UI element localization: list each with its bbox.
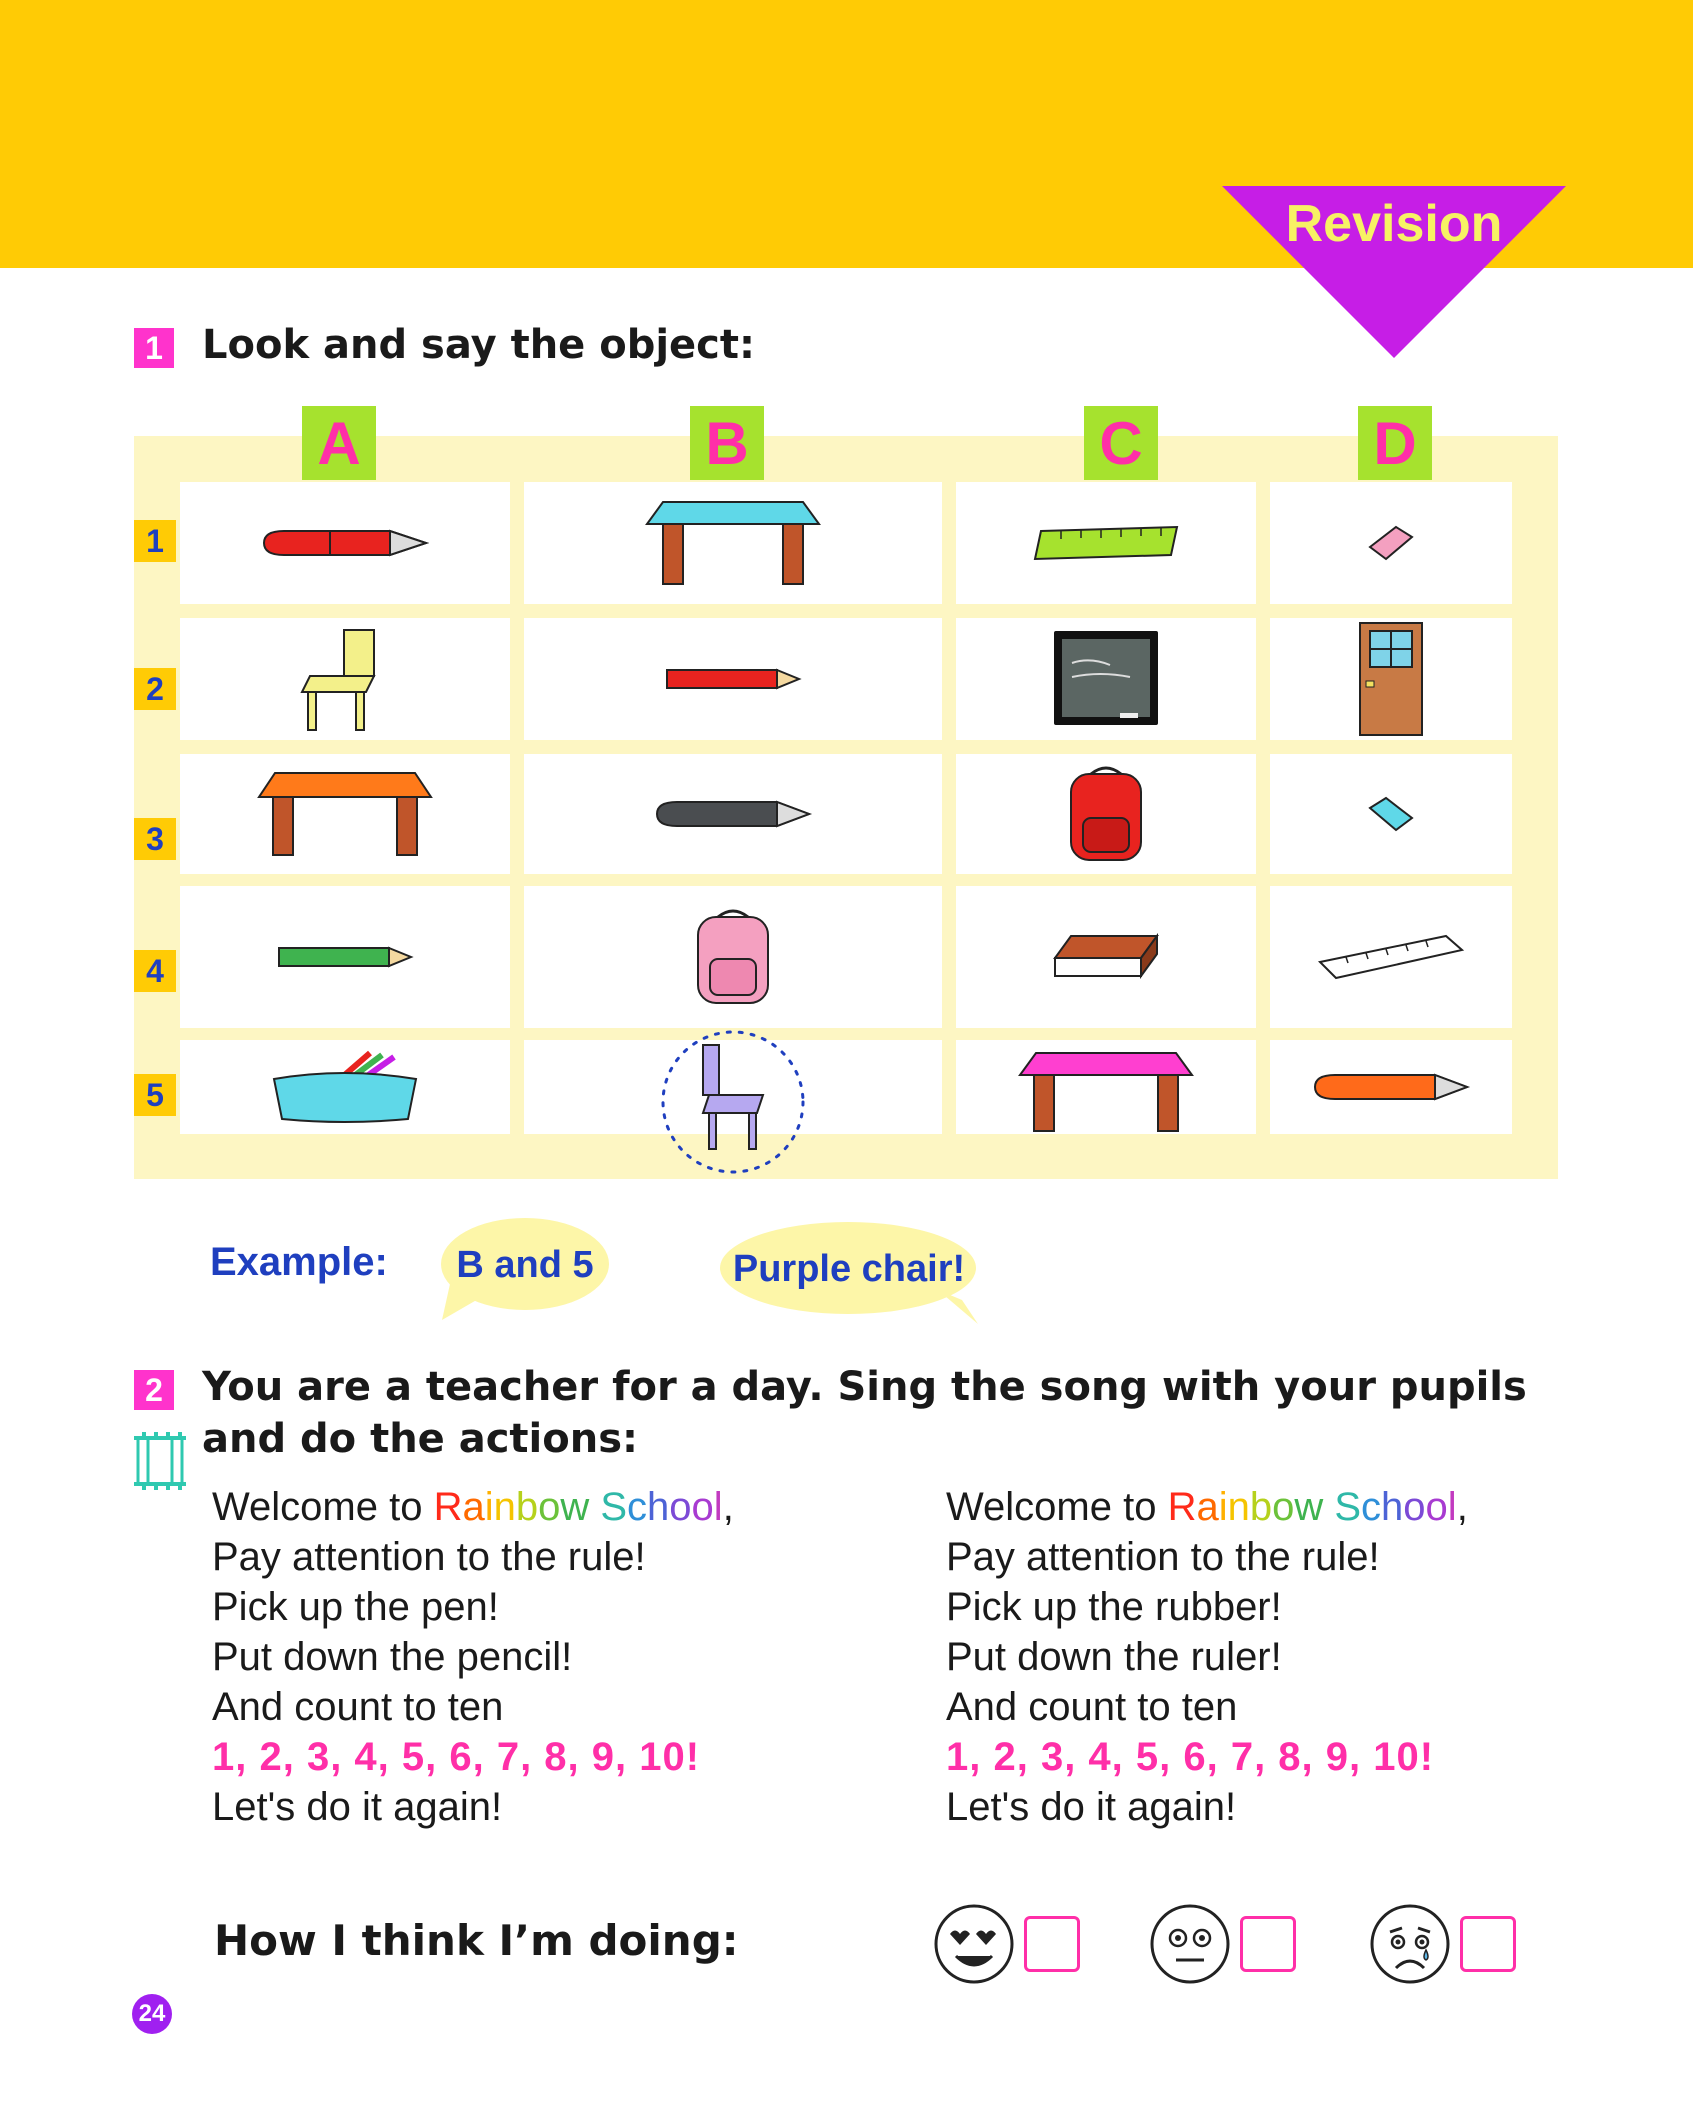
- grid-cell-a4[interactable]: [180, 886, 510, 1028]
- rainbow-letter: n: [1227, 1485, 1250, 1529]
- rainbow-letter: R: [1167, 1485, 1197, 1529]
- red-pencil-icon: [663, 664, 803, 694]
- rainbow-letter: h: [647, 1485, 670, 1529]
- rainbow-letter: o: [1272, 1485, 1295, 1529]
- example-label: Example:: [210, 1240, 388, 1284]
- blackboard-icon: [1050, 627, 1162, 731]
- grid-cell-b5[interactable]: [524, 1040, 942, 1134]
- pink-rubber-icon: [1366, 523, 1416, 563]
- song-line: Pick up the pen!: [212, 1585, 499, 1629]
- welcome-suffix: ,: [722, 1485, 734, 1529]
- exercise2-instruction-line1: You are a teacher for a day. Sing the song with your pupils: [202, 1364, 1527, 1410]
- happy-face-icon: [932, 1902, 1016, 1990]
- grid-cell-b4[interactable]: [524, 886, 942, 1028]
- sad-face-icon: [1368, 1902, 1452, 1990]
- rainbow-letter: l: [1447, 1485, 1457, 1529]
- row-header-3: 3: [134, 818, 176, 860]
- rainbow-letter: o: [1403, 1485, 1426, 1529]
- row-header-1: 1: [134, 520, 176, 562]
- column-header-c: C: [1084, 406, 1158, 480]
- page-number: 24: [132, 1994, 172, 2034]
- purple-chair-icon: [653, 1029, 813, 1175]
- rainbow-letter: c: [627, 1485, 648, 1529]
- example-bubble-1-text: B and 5: [456, 1244, 594, 1286]
- welcome-suffix: ,: [1456, 1485, 1468, 1529]
- blue-table-icon: [643, 498, 823, 588]
- rainbow-letter: b: [1249, 1485, 1273, 1529]
- rainbow-letter: S: [1334, 1485, 1362, 1529]
- exercise2-instruction-line2: and do the actions:: [202, 1416, 639, 1462]
- brown-book-icon: [1051, 932, 1161, 982]
- song-verse-1: [212, 1482, 734, 1832]
- row-header-4: 4: [134, 950, 176, 992]
- welcome-prefix: Welcome to: [212, 1485, 434, 1529]
- song-line: And count to ten: [946, 1685, 1238, 1729]
- rainbow-letter: b: [515, 1485, 539, 1529]
- song-line: Pick up the rubber!: [946, 1585, 1282, 1629]
- neutral-face-icon: [1148, 1902, 1232, 1990]
- white-ruler-icon: [1316, 932, 1466, 982]
- orange-pen-icon: [1311, 1067, 1471, 1107]
- grid-cell-d2[interactable]: [1270, 618, 1512, 740]
- song-line: And count to ten: [212, 1685, 504, 1729]
- rainbow-letter: i: [484, 1485, 494, 1529]
- song-verse-2: [946, 1482, 1468, 1832]
- rainbow-letter: w: [560, 1485, 590, 1529]
- grid-cell-b3[interactable]: [524, 754, 942, 874]
- rainbow-letter: [1323, 1485, 1334, 1529]
- example-bubble-2-text: Purple chair!: [732, 1248, 966, 1290]
- speech-bubble-2: [718, 1216, 980, 1326]
- rainbow-letter: i: [1218, 1485, 1228, 1529]
- song-line-welcome: [946, 1482, 1468, 1532]
- rainbow-school-text: [434, 1485, 723, 1529]
- rainbow-letter: o: [691, 1485, 714, 1529]
- yellow-chair-icon: [300, 624, 390, 734]
- sad-checkbox[interactable]: [1460, 1916, 1516, 1972]
- song-line: Put down the ruler!: [946, 1635, 1282, 1679]
- rainbow-letter: l: [713, 1485, 723, 1529]
- revision-tab: [1222, 186, 1566, 358]
- green-ruler-icon: [1031, 523, 1181, 563]
- black-pen-icon: [653, 794, 813, 834]
- grid-cell-a1[interactable]: [180, 482, 510, 604]
- rainbow-letter: [589, 1485, 600, 1529]
- neutral-checkbox[interactable]: [1240, 1916, 1296, 1972]
- column-header-a: A: [302, 406, 376, 480]
- rainbow-letter: n: [493, 1485, 516, 1529]
- rainbow-letter: a: [462, 1485, 485, 1529]
- rainbow-letter: o: [538, 1485, 561, 1529]
- grid-cell-c4[interactable]: [956, 886, 1256, 1028]
- pink-table-icon: [1016, 1049, 1196, 1135]
- grid-cell-a5[interactable]: [180, 1040, 510, 1134]
- column-header-d: D: [1358, 406, 1432, 480]
- rainbow-letter: o: [1425, 1485, 1448, 1529]
- pink-schoolbag-icon: [688, 907, 778, 1007]
- grid-cell-b1[interactable]: [524, 482, 942, 604]
- song-line: Let's do it again!: [946, 1785, 1237, 1829]
- exercise-number-badge: 2: [134, 1370, 174, 1410]
- blue-pencil-case-icon: [270, 1049, 420, 1125]
- row-header-5: 5: [134, 1074, 176, 1116]
- door-icon: [1356, 619, 1426, 739]
- grid-cell-d1[interactable]: [1270, 482, 1512, 604]
- self-assessment-label: How I think I’m doing:: [214, 1916, 739, 1965]
- grid-cell-a3[interactable]: [180, 754, 510, 874]
- welcome-prefix: Welcome to: [946, 1485, 1168, 1529]
- red-schoolbag-icon: [1061, 764, 1151, 864]
- song-line: Pay attention to the rule!: [212, 1535, 646, 1579]
- grid-cell-d3[interactable]: [1270, 754, 1512, 874]
- happy-checkbox[interactable]: [1024, 1916, 1080, 1972]
- red-pen-icon: [260, 523, 430, 563]
- rainbow-letter: S: [600, 1485, 628, 1529]
- song-count-line: 1, 2, 3, 4, 5, 6, 7, 8, 9, 10!: [946, 1735, 1435, 1779]
- speech-bubble-1: [440, 1214, 610, 1324]
- column-header-b: B: [690, 406, 764, 480]
- rainbow-letter: o: [669, 1485, 692, 1529]
- video-icon[interactable]: [134, 1432, 186, 1494]
- exercise1-instruction: Look and say the object:: [202, 322, 756, 368]
- song-line: Pay attention to the rule!: [946, 1535, 1380, 1579]
- grid-cell-c3[interactable]: [956, 754, 1256, 874]
- green-pencil-icon: [275, 942, 415, 972]
- grid-cell-b2[interactable]: [524, 618, 942, 740]
- grid-cell-c5[interactable]: [956, 1040, 1256, 1134]
- grid-cell-d5[interactable]: [1270, 1040, 1512, 1134]
- rainbow-letter: R: [433, 1485, 463, 1529]
- song-line-welcome: [212, 1482, 734, 1532]
- rainbow-school-text: [1168, 1485, 1457, 1529]
- exercise-number-badge: 1: [134, 328, 174, 368]
- grid-cell-c1[interactable]: [956, 482, 1256, 604]
- rainbow-letter: h: [1381, 1485, 1404, 1529]
- film-strip-icon: [134, 1432, 186, 1490]
- grid-cell-c2[interactable]: [956, 618, 1256, 740]
- rainbow-letter: a: [1196, 1485, 1219, 1529]
- song-line: Put down the pencil!: [212, 1635, 573, 1679]
- song-count-line: 1, 2, 3, 4, 5, 6, 7, 8, 9, 10!: [212, 1735, 701, 1779]
- revision-label: Revision: [1285, 195, 1503, 253]
- rainbow-letter: w: [1294, 1485, 1324, 1529]
- blue-rubber-icon: [1366, 794, 1416, 834]
- rainbow-letter: c: [1361, 1485, 1382, 1529]
- grid-cell-a2[interactable]: [180, 618, 510, 740]
- orange-table-icon: [255, 769, 435, 859]
- grid-cell-d4[interactable]: [1270, 886, 1512, 1028]
- song-line: Let's do it again!: [212, 1785, 503, 1829]
- row-header-2: 2: [134, 668, 176, 710]
